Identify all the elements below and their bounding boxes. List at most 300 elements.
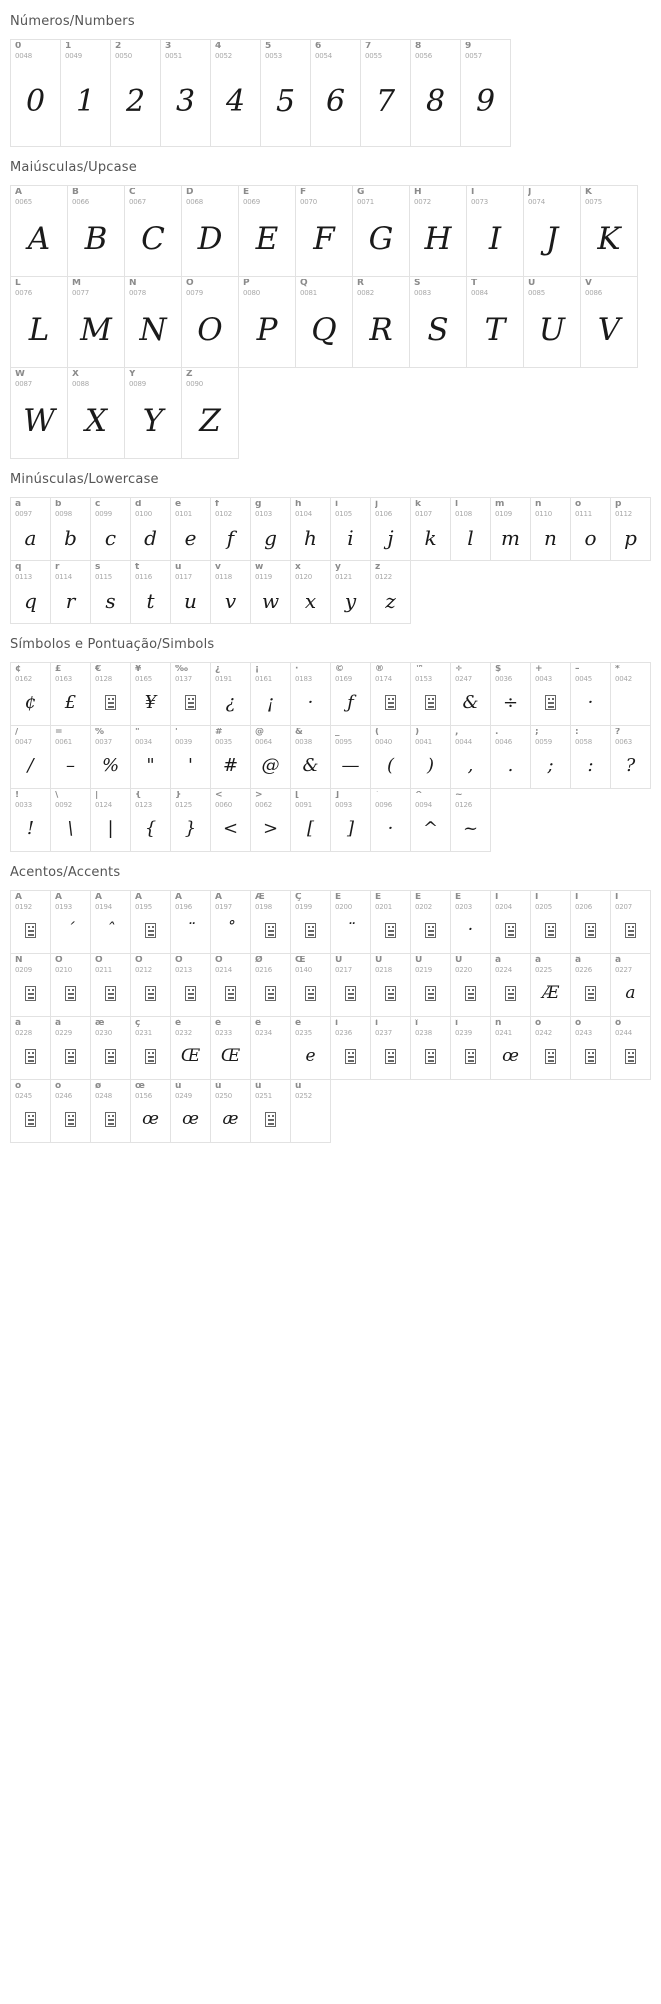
glyph-cell[interactable] xyxy=(90,788,131,852)
glyph-meta xyxy=(371,1017,410,1038)
glyph-preview: 8 xyxy=(425,83,446,119)
glyph-cell[interactable] xyxy=(250,1016,291,1080)
glyph-preview: 4 xyxy=(225,83,246,119)
glyph-code-label: 0072 xyxy=(414,198,432,206)
tofu-box-icon xyxy=(185,695,196,710)
glyph-preview: a xyxy=(625,983,636,1004)
glyph-cell[interactable] xyxy=(250,725,291,789)
glyph-char-label: 6 xyxy=(315,42,322,51)
glyph-cell[interactable] xyxy=(210,725,251,789)
glyph-cell[interactable] xyxy=(450,725,491,789)
glyph-char-label: Ü xyxy=(455,956,463,965)
glyph-cell[interactable] xyxy=(570,497,611,561)
glyph-cell[interactable] xyxy=(130,890,171,954)
glyph-code-label: 0043 xyxy=(535,675,553,683)
glyph-char-label: è xyxy=(175,1019,182,1028)
glyph-cell[interactable] xyxy=(580,185,638,277)
glyph-cell[interactable] xyxy=(409,185,467,277)
glyph-cell[interactable] xyxy=(67,185,125,277)
glyph-cell[interactable] xyxy=(450,1016,491,1080)
glyph-cell[interactable] xyxy=(290,953,331,1017)
glyph-meta xyxy=(211,1080,250,1101)
glyph-cell[interactable] xyxy=(90,497,131,561)
glyph-cell[interactable] xyxy=(10,39,61,147)
glyph-cell[interactable] xyxy=(210,788,251,852)
glyph-cell[interactable] xyxy=(90,1016,131,1080)
glyph-code-label: 0241 xyxy=(495,1029,513,1037)
glyph-cell[interactable] xyxy=(295,185,353,277)
glyph-code-label: 0107 xyxy=(415,510,433,518)
glyph-cell[interactable] xyxy=(290,1016,331,1080)
glyph-cell[interactable] xyxy=(170,725,211,789)
glyph-meta xyxy=(451,1017,490,1038)
missing-glyph-icon xyxy=(371,975,410,1016)
glyph-meta xyxy=(51,498,90,519)
glyph-cell[interactable] xyxy=(10,953,51,1017)
glyph-cell[interactable] xyxy=(10,788,51,852)
glyph-cell[interactable] xyxy=(10,367,68,459)
glyph-meta xyxy=(51,954,90,975)
glyph-cell[interactable] xyxy=(460,39,511,147)
missing-glyph-icon xyxy=(371,1038,410,1079)
glyph-cell[interactable] xyxy=(570,725,611,789)
glyph-cell[interactable] xyxy=(290,1079,331,1143)
glyph-meta xyxy=(171,1080,210,1101)
glyph-code-label: 0211 xyxy=(95,966,113,974)
glyph-cell[interactable] xyxy=(410,788,451,852)
glyph-cell[interactable] xyxy=(290,662,331,726)
glyph-char-label: ó xyxy=(535,1019,542,1028)
glyph-cell[interactable] xyxy=(570,662,611,726)
glyph-meta xyxy=(182,186,238,207)
glyph-cell[interactable] xyxy=(130,953,171,1017)
missing-glyph-icon xyxy=(531,1038,570,1079)
glyph-cell[interactable] xyxy=(466,185,524,277)
glyph-cell[interactable] xyxy=(530,497,571,561)
glyph-cell[interactable] xyxy=(490,1016,531,1080)
glyph-meta xyxy=(491,1017,530,1038)
glyph-code-label: 0153 xyxy=(415,675,433,683)
glyph-cell[interactable] xyxy=(60,39,111,147)
glyph-cell[interactable] xyxy=(610,1016,651,1080)
glyph-cell[interactable] xyxy=(370,725,411,789)
glyph-cell[interactable] xyxy=(210,1016,251,1080)
glyph-cell[interactable] xyxy=(238,276,296,368)
glyph-char-label: ® xyxy=(375,665,384,674)
glyph-code-label: 0174 xyxy=(375,675,393,683)
glyph-char-label: 7 xyxy=(365,42,372,51)
glyph-meta xyxy=(11,1080,50,1101)
glyph-char-label: Ó xyxy=(95,956,103,965)
glyph-preview: t xyxy=(146,588,155,613)
glyph-meta xyxy=(291,891,330,912)
glyph-preview: ¨ xyxy=(346,920,355,941)
glyph-code-label: 0079 xyxy=(186,289,204,297)
glyph-cell[interactable] xyxy=(530,890,571,954)
glyph-meta xyxy=(68,186,124,207)
glyph-meta xyxy=(211,726,250,747)
glyph-cell[interactable] xyxy=(210,890,251,954)
tofu-box-icon xyxy=(105,1049,116,1064)
glyph-cell[interactable] xyxy=(238,185,296,277)
glyph-char-label: í xyxy=(375,1019,379,1028)
glyph-cell[interactable] xyxy=(409,276,467,368)
glyph-meta xyxy=(571,954,610,975)
glyph-cell[interactable] xyxy=(50,788,91,852)
glyph-preview: 6 xyxy=(325,83,346,119)
glyph-cell[interactable] xyxy=(370,560,411,624)
glyph-char-label: N xyxy=(129,279,137,288)
glyph-cell[interactable] xyxy=(370,890,411,954)
glyph-cell[interactable] xyxy=(67,367,125,459)
glyph-cell[interactable] xyxy=(410,497,451,561)
glyph-code-label: 0035 xyxy=(215,738,233,746)
glyph-char-label: 3 xyxy=(165,42,172,51)
glyph-meta xyxy=(296,186,352,207)
glyph-meta xyxy=(261,40,310,61)
glyph-meta xyxy=(182,277,238,298)
glyph-meta xyxy=(491,954,530,975)
glyph-char-label: À xyxy=(15,893,22,902)
glyph-meta xyxy=(524,186,580,207)
glyph-preview: c xyxy=(104,525,117,550)
glyph-code-label: 0095 xyxy=(335,738,353,746)
glyph-cell[interactable] xyxy=(10,662,51,726)
glyph-cell[interactable] xyxy=(450,497,491,561)
glyph-cell[interactable] xyxy=(490,497,531,561)
glyph-cell[interactable] xyxy=(490,662,531,726)
glyph-cell[interactable] xyxy=(210,497,251,561)
glyph-cell[interactable] xyxy=(310,39,361,147)
glyph-code-label: 0108 xyxy=(455,510,473,518)
glyph-code-label: 0103 xyxy=(255,510,273,518)
section-title: Símbolos e Pontuação/Simbols xyxy=(10,637,215,652)
glyph-cell[interactable] xyxy=(50,1079,91,1143)
glyph-cell[interactable] xyxy=(170,788,211,852)
glyph-char-label: û xyxy=(255,1082,262,1091)
glyph-cell[interactable] xyxy=(160,39,211,147)
glyph-cell[interactable] xyxy=(130,497,171,561)
glyph-cell[interactable] xyxy=(330,890,371,954)
glyph-cell[interactable] xyxy=(50,560,91,624)
glyph-cell[interactable] xyxy=(90,1079,131,1143)
glyph-meta xyxy=(331,726,370,747)
glyph-grid xyxy=(10,39,651,146)
glyph-cell[interactable] xyxy=(110,39,161,147)
glyph-cell[interactable] xyxy=(181,185,239,277)
glyph-cell[interactable] xyxy=(250,890,291,954)
glyph-meta xyxy=(411,891,450,912)
glyph-cell[interactable] xyxy=(290,497,331,561)
glyph-code-label: 0093 xyxy=(335,801,353,809)
tofu-box-icon xyxy=(265,923,276,938)
glyph-cell[interactable] xyxy=(530,1016,571,1080)
glyph-cell[interactable] xyxy=(124,276,182,368)
glyph-code-label: 0213 xyxy=(175,966,193,974)
glyph-char-label: * xyxy=(615,665,620,674)
glyph-cell[interactable] xyxy=(130,1016,171,1080)
glyph-cell[interactable] xyxy=(490,890,531,954)
glyph-preview: 7 xyxy=(375,83,396,119)
glyph-meta xyxy=(491,498,530,519)
glyph-cell[interactable] xyxy=(210,1079,251,1143)
glyph-cell[interactable] xyxy=(170,560,211,624)
glyph-cell[interactable] xyxy=(410,725,451,789)
glyph-cell[interactable] xyxy=(90,953,131,1017)
glyph-cell[interactable] xyxy=(610,953,651,1017)
glyph-cell[interactable] xyxy=(410,953,451,1017)
glyph-cell[interactable] xyxy=(352,276,410,368)
glyph-preview: W xyxy=(23,403,55,440)
glyph-cell[interactable] xyxy=(330,788,371,852)
glyph-char-label: h xyxy=(295,500,302,509)
glyph-cell[interactable] xyxy=(330,560,371,624)
glyph-meta xyxy=(61,40,110,61)
tofu-box-icon xyxy=(625,923,636,938)
glyph-meta xyxy=(51,561,90,582)
glyph-char-label: œ xyxy=(135,1082,145,1091)
glyph-preview: æ xyxy=(222,1109,239,1130)
glyph-code-label: 0111 xyxy=(575,510,593,518)
glyph-cell[interactable] xyxy=(170,953,211,1017)
glyph-code-label: 0055 xyxy=(365,52,383,60)
glyph-cell[interactable] xyxy=(530,725,571,789)
glyph-cell[interactable] xyxy=(170,1079,211,1143)
glyph-cell[interactable] xyxy=(610,497,651,561)
glyph-preview: m xyxy=(501,525,520,550)
glyph-cell[interactable] xyxy=(90,662,131,726)
tofu-box-icon xyxy=(625,1049,636,1064)
glyph-meta xyxy=(331,561,370,582)
glyph-cell[interactable] xyxy=(130,725,171,789)
glyph-meta xyxy=(211,891,250,912)
glyph-code-label: 0053 xyxy=(265,52,283,60)
glyph-cell[interactable] xyxy=(580,276,638,368)
glyph-cell[interactable] xyxy=(290,560,331,624)
glyph-cell[interactable] xyxy=(410,890,451,954)
glyph-preview xyxy=(291,1101,330,1142)
glyph-cell[interactable] xyxy=(10,890,51,954)
glyph-meta xyxy=(111,40,160,61)
glyph-cell[interactable] xyxy=(330,497,371,561)
glyph-cell[interactable] xyxy=(330,662,371,726)
glyph-cell[interactable] xyxy=(466,276,524,368)
glyph-cell[interactable] xyxy=(290,725,331,789)
glyph-cell[interactable] xyxy=(450,788,491,852)
glyph-cell[interactable] xyxy=(210,953,251,1017)
glyph-cell[interactable] xyxy=(181,367,239,459)
glyph-cell[interactable] xyxy=(490,953,531,1017)
glyph-cell[interactable] xyxy=(610,890,651,954)
glyph-cell[interactable] xyxy=(523,185,581,277)
glyph-cell[interactable] xyxy=(210,560,251,624)
glyph-code-label: 0051 xyxy=(165,52,183,60)
glyph-char-label: Z xyxy=(186,370,193,379)
glyph-char-label: ? xyxy=(615,728,621,737)
section-title: Maiúsculas/Upcase xyxy=(10,160,137,175)
glyph-cell[interactable] xyxy=(50,725,91,789)
glyph-cell[interactable] xyxy=(50,890,91,954)
glyph-preview: 5 xyxy=(275,83,296,119)
glyph-char-label: [ xyxy=(295,791,300,800)
glyph-code-label: 0231 xyxy=(135,1029,153,1037)
glyph-char-label: t xyxy=(135,563,140,572)
glyph-code-label: 0193 xyxy=(55,903,73,911)
glyph-cell[interactable] xyxy=(260,39,311,147)
glyph-preview: 9 xyxy=(475,83,496,119)
glyph-char-label: = xyxy=(55,728,63,737)
glyph-char-label: Ï xyxy=(615,893,619,902)
glyph-char-label: ø xyxy=(95,1082,102,1091)
glyph-cell[interactable] xyxy=(360,39,411,147)
glyph-code-label: 0063 xyxy=(615,738,633,746)
glyph-cell[interactable] xyxy=(250,497,291,561)
glyph-cell[interactable] xyxy=(250,953,291,1017)
glyph-char-label: D xyxy=(186,188,194,197)
glyph-code-label: 0214 xyxy=(215,966,233,974)
glyph-meta xyxy=(311,40,360,61)
glyph-cell[interactable] xyxy=(124,185,182,277)
glyph-cell[interactable] xyxy=(170,1016,211,1080)
glyph-cell[interactable] xyxy=(10,1079,51,1143)
glyph-cell[interactable] xyxy=(450,953,491,1017)
glyph-code-label: 0233 xyxy=(215,1029,233,1037)
glyph-cell[interactable] xyxy=(10,1016,51,1080)
glyph-cell[interactable] xyxy=(370,953,411,1017)
glyph-cell[interactable] xyxy=(330,1016,371,1080)
glyph-cell[interactable] xyxy=(370,788,411,852)
glyph-char-label: · xyxy=(295,665,299,674)
glyph-cell[interactable] xyxy=(290,890,331,954)
glyph-char-label: ¢ xyxy=(15,665,22,674)
glyph-cell[interactable] xyxy=(450,890,491,954)
glyph-cell[interactable] xyxy=(530,953,571,1017)
glyph-preview: r xyxy=(65,588,76,613)
glyph-cell[interactable] xyxy=(10,497,51,561)
missing-glyph-icon xyxy=(611,912,650,953)
glyph-cell[interactable] xyxy=(10,560,51,624)
glyph-char-label: X xyxy=(72,370,79,379)
glyph-char-label: à xyxy=(495,956,502,965)
missing-glyph-icon xyxy=(251,912,290,953)
glyph-cell[interactable] xyxy=(330,725,371,789)
glyph-cell[interactable] xyxy=(570,953,611,1017)
tofu-box-icon xyxy=(425,986,436,1001)
glyph-char-label: È xyxy=(335,893,342,902)
glyph-cell[interactable] xyxy=(50,497,91,561)
glyph-cell[interactable] xyxy=(250,560,291,624)
tofu-box-icon xyxy=(145,986,156,1001)
glyph-cell[interactable] xyxy=(490,725,531,789)
glyph-cell[interactable] xyxy=(170,890,211,954)
glyph-cell[interactable] xyxy=(410,39,461,147)
glyph-cell[interactable] xyxy=(410,1016,451,1080)
glyph-meta xyxy=(331,663,370,684)
glyph-cell[interactable] xyxy=(295,276,353,368)
glyph-cell[interactable] xyxy=(610,662,651,726)
glyph-cell[interactable] xyxy=(50,662,91,726)
glyph-cell[interactable] xyxy=(90,725,131,789)
glyph-char-label: Œ xyxy=(295,956,306,965)
glyph-code-label: 0237 xyxy=(375,1029,393,1037)
glyph-cell[interactable] xyxy=(67,276,125,368)
glyph-cell[interactable] xyxy=(10,725,51,789)
glyph-code-label: 0060 xyxy=(215,801,233,809)
glyph-cell[interactable] xyxy=(530,662,571,726)
glyph-meta xyxy=(251,726,290,747)
missing-glyph-icon xyxy=(211,975,250,1016)
glyph-cell[interactable] xyxy=(370,662,411,726)
glyph-cell[interactable] xyxy=(50,953,91,1017)
glyph-code-label: 0218 xyxy=(375,966,393,974)
glyph-cell[interactable] xyxy=(130,560,171,624)
glyph-cell[interactable] xyxy=(410,662,451,726)
glyph-code-label: 0219 xyxy=(415,966,433,974)
glyph-meta xyxy=(531,663,570,684)
glyph-char-label: ^ xyxy=(415,791,423,800)
glyph-preview: : xyxy=(587,754,594,776)
glyph-cell[interactable] xyxy=(210,662,251,726)
glyph-cell[interactable] xyxy=(290,788,331,852)
tofu-box-icon xyxy=(25,1049,36,1064)
glyph-meta xyxy=(131,561,170,582)
glyph-cell[interactable] xyxy=(10,185,68,277)
glyph-preview: D xyxy=(197,221,223,258)
glyph-meta xyxy=(51,1017,90,1038)
glyph-cell[interactable] xyxy=(130,788,171,852)
glyph-meta xyxy=(411,663,450,684)
glyph-cell[interactable] xyxy=(610,725,651,789)
glyph-cell[interactable] xyxy=(130,1079,171,1143)
glyph-cell[interactable] xyxy=(10,276,68,368)
glyph-cell[interactable] xyxy=(523,276,581,368)
glyph-cell[interactable] xyxy=(210,39,261,147)
glyph-code-label: 0163 xyxy=(55,675,73,683)
glyph-cell[interactable] xyxy=(170,497,211,561)
glyph-cell[interactable] xyxy=(370,497,411,561)
glyph-code-label: 0203 xyxy=(455,903,473,911)
glyph-char-label: f xyxy=(215,500,219,509)
glyph-cell[interactable] xyxy=(330,953,371,1017)
glyph-char-label: ü xyxy=(295,1082,302,1091)
glyph-cell[interactable] xyxy=(250,1079,291,1143)
glyph-cell[interactable] xyxy=(181,276,239,368)
glyph-cell[interactable] xyxy=(570,890,611,954)
glyph-preview: · xyxy=(467,920,474,941)
glyph-cell[interactable] xyxy=(570,1016,611,1080)
glyph-cell[interactable] xyxy=(170,662,211,726)
glyph-cell[interactable] xyxy=(130,662,171,726)
glyph-meta xyxy=(531,954,570,975)
glyph-meta xyxy=(451,789,490,810)
glyph-code-label: 0080 xyxy=(243,289,261,297)
glyph-code-label: 0118 xyxy=(215,573,233,581)
glyph-cell[interactable] xyxy=(250,662,291,726)
glyph-cell[interactable] xyxy=(352,185,410,277)
glyph-meta xyxy=(353,277,409,298)
glyph-cell[interactable] xyxy=(124,367,182,459)
glyph-preview: h xyxy=(304,525,317,550)
glyph-cell[interactable] xyxy=(370,1016,411,1080)
glyph-cell[interactable] xyxy=(50,1016,91,1080)
missing-glyph-icon xyxy=(91,684,130,725)
glyph-meta xyxy=(11,498,50,519)
glyph-cell[interactable] xyxy=(90,560,131,624)
glyph-char-label: É xyxy=(375,893,382,902)
glyph-cell[interactable] xyxy=(450,662,491,726)
glyph-cell[interactable] xyxy=(250,788,291,852)
glyph-cell[interactable] xyxy=(90,890,131,954)
